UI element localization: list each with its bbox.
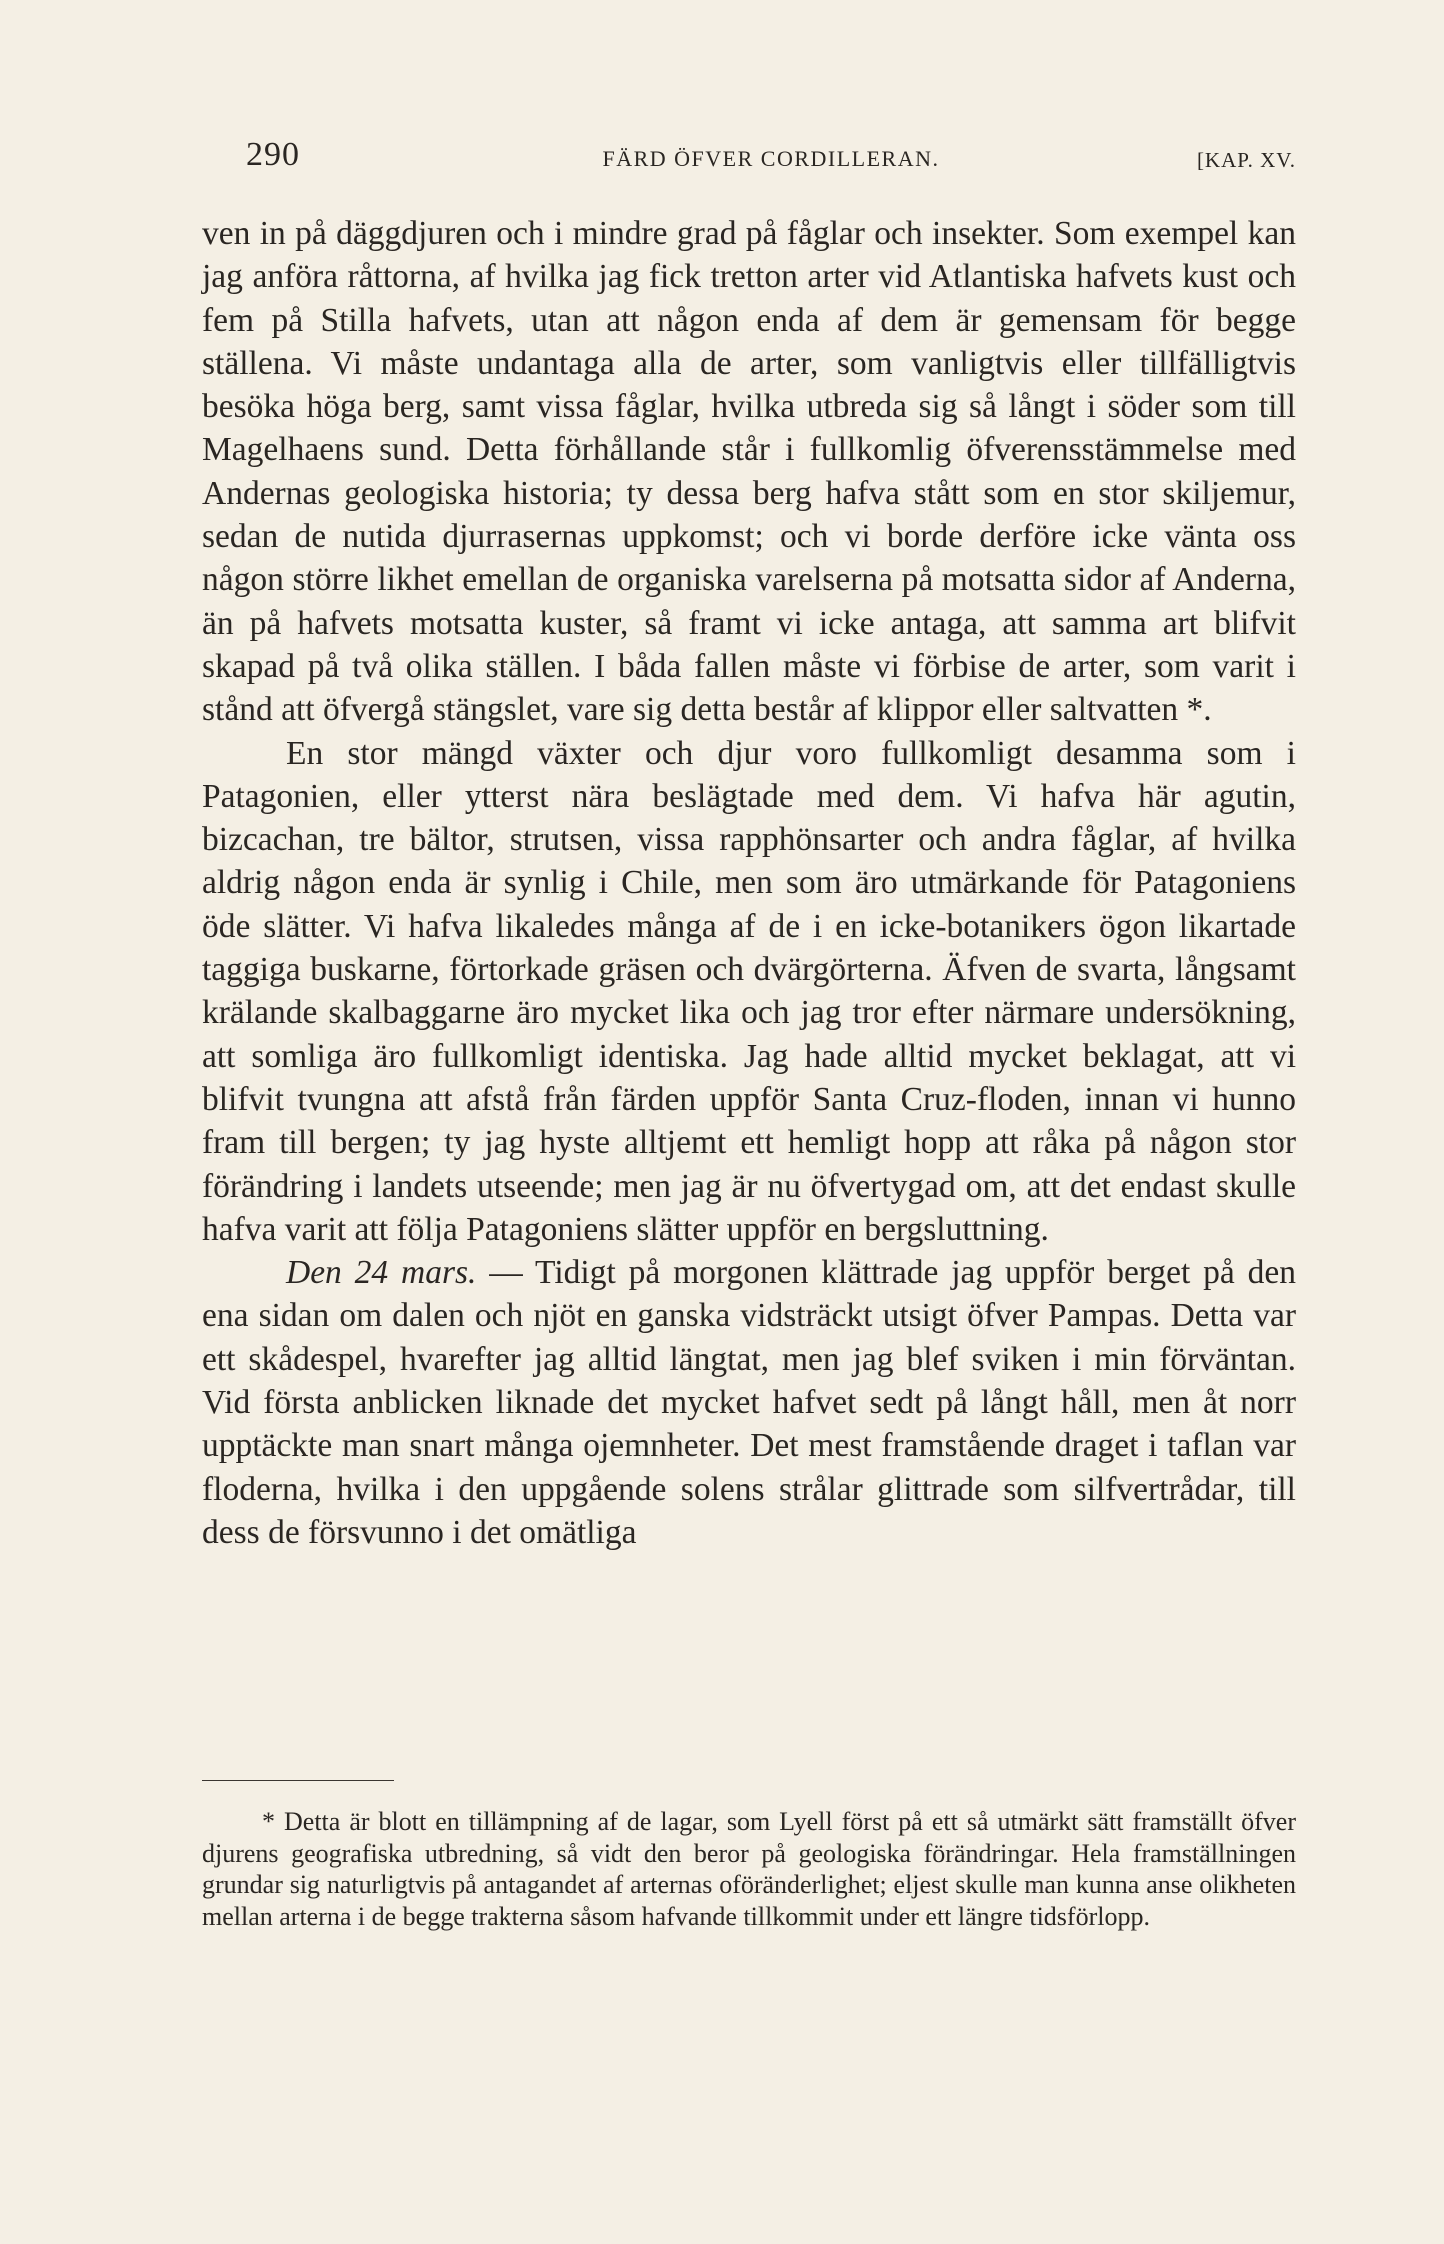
- paragraph: ven in på däggdjuren och i mindre grad på fåglar och insekter. Som exempel kan jag anföra råttorna, af hvilka jag fick tretton arter vid Atlantiska hafvets kust och fem på Stilla hafvets, utan att någon enda af dem är gemensam för begge ställena. Vi måste undantaga alla de arter, som vanligtvis eller tillfälligtvis besöka höga berg, samt vissa fåglar, hvilka utbreda sig så långt i söder som till Magelhaens sund. Detta förhållande står i fullkomlig öfverensstämmelse med Andernas geologiska historia; ty dessa berg hafva stått som en stor skiljemur, sedan de nutida djurrasernas uppkomst; och vi borde derföre icke vänta oss någon större likhet emellan de organiska varelserna på motsatta sidor af Anderna, än på hafvets motsatta kuster, så framt vi icke antaga, att samma art blifvit skapad på två olika ställen. I båda fallen måste vi förbise de arter, som varit i stånd att öfvergå stängslet, vare sig detta består af klippor eller saltvatten *.: [202, 215, 1296, 729]
- running-title: FÄRD ÖFVER CORDILLERAN.: [602, 146, 940, 171]
- date-heading: Den 24 mars.: [286, 1254, 477, 1292]
- page-number: 290: [246, 136, 300, 173]
- footnote-text: * Detta är blott en tillämpning af de lagar, som Lyell först på ett så utmärkt sätt framställt öfver djurens geografiska utbredning, så vidt den beror på geologiska förändringar. Hela framställningen grundar sig naturligtvis på antagandet af arternas oföränderlighet; eljest skulle man kunna anse olikheten mellan arterna i de begge trakterna såsom hafvande tillkommit under ett längre tidsförlopp.: [202, 1807, 1296, 1931]
- main-text: [202, 212, 1296, 1554]
- paragraph: [202, 1251, 1296, 1554]
- footnote: [202, 1806, 1296, 1932]
- paragraph: En stor mängd växter och djur voro fullkomligt desamma som i Patagonien, eller ytterst nära beslägtade med dem. Vi hafva här agutin, bizcachan, tre bältor, strutsen, vissa rapphönsarter och andra fåglar, af hvilka aldrig någon enda är synlig i Chile, men som äro utmärkande för Patagoniens öde slätter. Vi hafva likaledes många af de i en icke-botanikers ögon likartade taggiga buskarne, förtorkade gräsen och dvärgörterna. Äfven de svarta, långsamt krälande skalbaggarne äro mycket lika och jag tror efter närmare undersökning, att somliga äro fullkomligt identiska. Jag hade alltid mycket beklagat, att vi blifvit tvungna att afstå från färden uppför Santa Cruz-floden, innan vi hunno fram till bergen; ty jag hyste alltjemt ett hemligt hopp att råka på någon stor förändring i landets utseende; men jag är nu öfvertygad om, att det endast skulle hafva varit att följa Patagoniens slätter uppför en bergsluttning.: [202, 734, 1296, 1248]
- chapter-label: [KAP. XV.: [1196, 148, 1296, 172]
- footnote-divider: [202, 1780, 394, 1781]
- page-header: [246, 136, 1296, 186]
- paragraph-text: — Tidigt på morgonen klättrade jag uppför berget på den ena sidan om dalen och njöt en ganska vidsträckt utsigt öfver Pampas. Detta var ett skådespel, hvarefter jag alltid längtat, men jag blef sviken i min förväntan. Vid första anblicken liknade det mycket hafvet sedt på långt håll, men åt norr upptäckte man snart många ojemnheter. Det mest framstående draget i taflan var floderna, hvilka i den uppgående solens strålar glittrade som silfvertrådar, till dess de försvunno i det omätliga: [202, 1254, 1296, 1551]
